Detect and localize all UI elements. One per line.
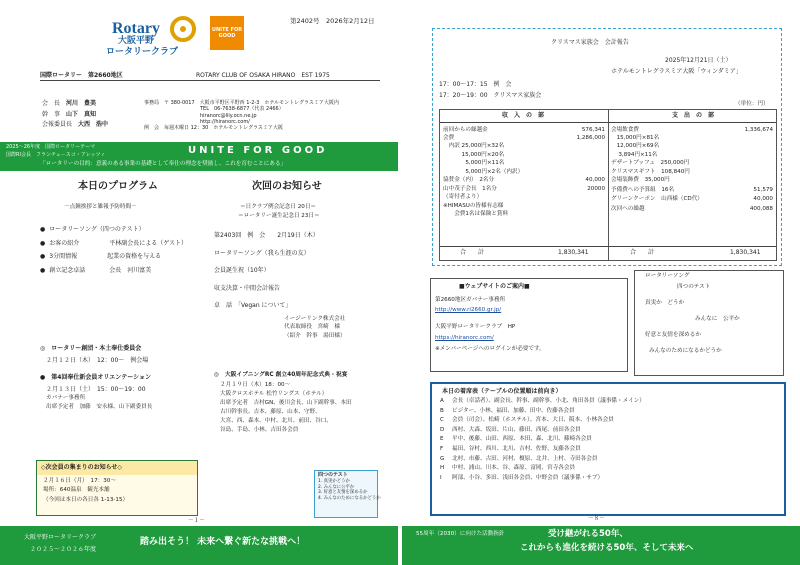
table-letter: I — [440, 474, 442, 481]
event-line: 大阪クロスホテル 松竹リングス（ホテル） — [220, 391, 328, 398]
row-label: （寄付者より） — [443, 194, 483, 201]
meeting-info: 例 会 毎週木曜日 12：30 ホテルモントレグラスミア大阪 — [144, 125, 283, 131]
row-label: 15,000円×20名 — [443, 151, 505, 158]
rotary-wheel-icon — [170, 16, 196, 42]
table-letter: A — [440, 398, 444, 405]
office-tel: TEL 06-7638-6877（代表 2466） — [200, 106, 284, 113]
theme-purpose: 「ロータリーの目的：意義のある事業の基礎として奉仕の理念を奨励し、これを育むことにある」 — [40, 161, 287, 167]
table-members: 西村、大森、坂田、片山、藤田、西尾、前田各会員 — [452, 426, 581, 433]
list-item: ● ロータリーソング（四つのテスト） — [40, 226, 187, 234]
notice-sub1: ＝日クラブ例会記念日 20日＝ — [240, 204, 317, 210]
seating-row — [440, 408, 784, 415]
seating-rows — [440, 398, 784, 482]
four-test-item: 1. 真実かどうか — [318, 479, 350, 485]
seating-row — [440, 398, 784, 405]
expense-head: 支 出 の 部 — [672, 112, 715, 119]
footer-year: ２０２５～２０２６年度 — [30, 546, 97, 553]
table-letter: C — [440, 417, 444, 424]
row-label: 協賛金（内） 2名分 — [443, 177, 495, 184]
row-label: 予備費への予算組 16名 — [611, 187, 675, 194]
notice-speech: 卓 話 「Vegan について」 — [214, 302, 292, 309]
event-line: 出席予定者 吉村GN、後川会長、山下副幹事、本田 — [220, 400, 352, 407]
footer-right — [402, 526, 800, 565]
footer-slogan: 踏み出そう！ 未来へ繋ぐ新たな挑戦へ！ — [140, 537, 306, 547]
income-total: 1,830,341 — [558, 249, 589, 256]
row-label: ※HIMASUの皆様有志様 — [443, 202, 504, 209]
row-amount: 576,341 — [581, 126, 605, 133]
xmas-time1: 17：00～17：15 例 会 — [439, 81, 512, 88]
income-row — [443, 127, 605, 134]
expense-row — [611, 127, 773, 134]
row-amount: 51,579 — [753, 187, 773, 194]
row-label: クリスマスギフト 108,840円 — [611, 168, 690, 175]
expense-total: 1,830,341 — [730, 249, 761, 256]
gathering-head: ◇次会員の集まりのお知らせ◇ — [37, 461, 197, 475]
gathering-box — [36, 460, 198, 516]
seating-box — [430, 382, 786, 516]
notice-sub2: ＝ロータリー誕生記念日 23日＝ — [238, 213, 320, 219]
event-head: ● 第4回奉仕新会員オリエンテーション — [40, 374, 152, 381]
expense-row — [611, 169, 773, 176]
table-members: 福田、谷村、西川、北川、吉村、佐野、友藤各会員 — [452, 445, 581, 452]
xmas-date: 2025年12月21日（土） — [665, 57, 732, 64]
divider — [40, 80, 380, 81]
event-line: 古川幹事長、吉本、藤原、山本、守野、 — [220, 409, 321, 416]
table-letter: H — [440, 465, 445, 472]
notice-report: 収支決算・中間会計報告 — [214, 284, 281, 292]
notice-song: ロータリーソング（我ら生涯の友） — [214, 249, 310, 257]
income-row — [443, 135, 605, 142]
unite-logo-text: UNITE FOR GOOD — [211, 27, 243, 39]
income-row — [443, 211, 605, 218]
row-label: 会費1名は保険と賞料 — [443, 211, 509, 218]
row-amount: 20000 — [587, 185, 605, 192]
theme-president: 国際RI会長 フランチェ－スコ・アレッツィ — [6, 152, 106, 158]
seating-row — [440, 475, 784, 482]
row-label: 山中茂子会長 1名分 — [443, 185, 497, 192]
expense-row — [611, 196, 773, 203]
website-note: ※メンバーページへのログインが必要です。 — [435, 346, 545, 353]
income-head: 収 入 の 部 — [502, 112, 545, 119]
rotary-wordmark: Rotary — [112, 20, 160, 37]
table-members: 会員（司会）、松崎（ホステル）、宮本、大日、阪本、小林各会員 — [452, 417, 614, 424]
event-head: ◎ 大阪イブニングRC 創立40周年記念式典・祝宴 — [214, 372, 348, 378]
footer-slogan-2: これからも進化を続ける50年、そして未来へ — [520, 543, 694, 553]
row-label: 5,000円×2名（内訳） — [443, 168, 524, 175]
expense-rows — [611, 125, 773, 214]
seating-row — [440, 417, 784, 424]
gathering-line: （今回は本日の各日各 1-13-15） — [43, 497, 129, 504]
income-total-label: 合 計 — [460, 249, 485, 256]
gathering-line: ２月１６日（月） 17：30～ — [43, 477, 116, 484]
program-subtitle: －点鐘挨拶と雑報予防時間－ — [64, 204, 137, 210]
event-line: 谷島、手島、小林、吉田各会員 — [220, 427, 299, 434]
website-link[interactable]: https://hiranorc.com/ — [435, 335, 494, 342]
theme-bar — [0, 142, 398, 171]
xmas-title: クリスマス家族会 会計報告 — [551, 39, 629, 46]
song-line: みんなに 公平か — [695, 315, 740, 322]
expense-row — [611, 143, 773, 150]
four-test-box — [314, 470, 381, 518]
office-url[interactable]: http://hiranorc.com/ — [200, 118, 250, 125]
table-members: ビジター、小林、福田、加藤、田中、佐藤各会員 — [452, 407, 575, 414]
list-item: ● お客の紹介 平林副会長による（ゲスト） — [40, 240, 187, 248]
song-head: ロータリーソング — [645, 273, 690, 279]
four-test-item: 4. みんなのためになるかどうか — [318, 495, 381, 501]
income-row — [443, 169, 605, 176]
event-line: ２月１９日（木）18：00～ — [220, 382, 291, 389]
accounts-table — [439, 109, 777, 261]
program-events — [40, 345, 152, 411]
website-line: 大阪平野ロータリークラブ HP — [435, 324, 516, 331]
seating-row — [440, 427, 784, 434]
theme-slogan: UNITE FOR GOOD — [188, 145, 328, 156]
event-line: カバナー事務所 — [46, 395, 86, 401]
event-line: 大宮、西、森本、中村、北川、前田、谷口、 — [220, 418, 332, 425]
expense-row — [611, 177, 773, 184]
seating-row — [440, 456, 784, 463]
officers-list — [42, 100, 108, 129]
song-line: みんなのためになるかどうか — [649, 347, 722, 354]
office-address: 事務局 〒 380-0017 大阪市平野区平野西 1-2-3 ホテルモントレグラスミア大阪内 — [144, 100, 339, 106]
row-label: 会費 — [443, 134, 455, 141]
row-label: 会場装飾費 35,000円 — [611, 177, 670, 184]
christmas-report — [432, 28, 782, 266]
row-amount: 400,088 — [749, 205, 773, 212]
left-page — [0, 0, 398, 565]
expense-row — [611, 160, 773, 167]
theme-year: 2025～26年度 国際ロータリーテーマ — [6, 144, 96, 150]
list-item: ● 3分間情報 起業の資格を与える — [40, 253, 187, 261]
table-members: 中村、浦山、川本、谷、森原、富岡、宮寺各会員 — [452, 465, 576, 472]
row-label: デザートブッフェ 250,000円 — [611, 160, 690, 167]
expense-row — [611, 206, 773, 213]
notice-title: 次回のお知らせ — [252, 181, 322, 192]
footer-left — [0, 526, 398, 565]
table-members: 会長（卓話者）、副会長、幹事、副幹事、小北、角田各員（議事係・メイン） — [452, 398, 645, 405]
program-list — [40, 220, 187, 280]
club-en: ROTARY CLUB OF OSAKA HIRANO EST 1975 — [196, 72, 330, 79]
notice-meeting: 第2403回 例 会 2月19日（木） — [214, 232, 319, 239]
table-letter: G — [440, 455, 445, 462]
income-row — [443, 152, 605, 159]
footer-note: 55周年（2030）に向けた活動指針 — [416, 531, 505, 537]
table-members: 平中、後藤、山田、西原、本田、森、北川、篠崎各会員 — [452, 436, 592, 443]
row-label: グリーンクーポン 山西様（CD代） — [611, 195, 703, 202]
issue-number: 第2402号 2026年2月12日 — [290, 17, 375, 25]
row-label: 内訳 25,000円×32名 — [443, 143, 505, 150]
table-letter: D — [440, 426, 445, 433]
table-letter: E — [440, 436, 444, 443]
page-number-left: －１－ — [188, 518, 205, 524]
event-line: 出席予定者 加藤 安永様、山下副委員長 — [46, 403, 153, 410]
table-divider — [440, 122, 776, 123]
district-line: 国際ロータリー 第2660地区 — [40, 72, 123, 79]
notice-birthday: 会員誕生祝（10年） — [214, 267, 270, 274]
row-amount: 1,336,674 — [744, 126, 773, 133]
office-email[interactable]: hiranorc@lily.ocn.ne.jp — [200, 112, 257, 119]
event-line: ２月１２日（木） 12：00～ 例会場 — [46, 356, 149, 364]
four-test-item: 3. 好意と友情を深めるか — [318, 490, 368, 496]
row-amount: 40,000 — [753, 195, 773, 202]
footer-club: 大阪平野ロータリークラブ — [24, 534, 97, 541]
income-row — [443, 160, 605, 167]
seating-row — [440, 465, 784, 472]
table-divider — [440, 246, 776, 247]
income-row — [443, 177, 605, 184]
table-divider — [608, 110, 609, 260]
rotary-logo — [112, 18, 160, 38]
website-line: 第2660地区ガバナー事務所 — [435, 296, 506, 303]
row-label: 15,000円×81名 — [611, 134, 660, 141]
xmas-place: ホテルモントレグラスミア大阪「ウィンダミア」 — [611, 68, 742, 75]
expense-total-label: 合 計 — [630, 249, 655, 256]
row-label: 前回からの繰越金 — [443, 126, 488, 133]
row-amount: 40,000 — [585, 177, 605, 184]
row-label: 12,000円×69名 — [611, 143, 660, 150]
expense-row — [611, 135, 773, 142]
unite-logo-icon — [210, 16, 244, 50]
song-sub: 四つのテスト — [677, 283, 711, 290]
notice-body — [214, 232, 346, 340]
song-line: 真実か どうか — [645, 299, 685, 306]
table-members: 北村、市藤、古田、河村、榎原、北井、上村、寺田各会員 — [452, 455, 598, 462]
event-line: ２月１３日（土） 15：00～19：00 — [46, 385, 146, 393]
row-label: 会場飲食費 — [611, 126, 639, 133]
income-row — [443, 186, 605, 193]
four-test-song — [634, 270, 784, 376]
row-label: 次回への繰越 — [611, 205, 645, 212]
officer-row: 会 長 河川 豊美 — [42, 100, 97, 107]
four-test-head: 四つのテスト — [318, 472, 348, 478]
page-number-right: －８－ — [588, 516, 605, 522]
seating-row — [440, 446, 784, 453]
officer-row: 会報委員長 大西 浩中 — [42, 121, 109, 128]
xmas-time2: 17：20～19：00 クリスマス家族会 — [439, 92, 542, 99]
income-rows — [443, 125, 605, 220]
program-title: 本日のプログラム — [78, 181, 158, 192]
notice-speaker3: （紹介 幹事 湯田様） — [284, 333, 346, 340]
row-label: 3,894円×11名 — [611, 151, 658, 158]
notice-speaker: イージーリンク株式会社 — [284, 315, 346, 322]
website-head: ■ウェブサイトのご案内■ — [459, 283, 530, 290]
office-info — [144, 100, 339, 131]
club-name-kana: ロータリークラブ — [106, 47, 179, 57]
income-row — [443, 194, 605, 201]
website-link[interactable]: http://www.ri2660.gr.jp/ — [435, 307, 502, 314]
income-row — [443, 143, 605, 150]
list-item: ● 創立記念卓話 会長 河川富美 — [40, 267, 187, 275]
notice-speaker2: 代表取締役 宮崎 様 — [284, 324, 340, 331]
table-letter: F — [440, 445, 444, 452]
expense-row — [611, 187, 773, 194]
row-amount: 1,286,000 — [576, 134, 605, 141]
officer-row: 幹 事 山下 真知 — [42, 110, 97, 118]
event-head: ◎ ロータリー創団・本土奉仕委員会 — [40, 345, 142, 352]
right-page — [402, 0, 800, 565]
four-test-item: 2. みんなに公平か — [318, 484, 355, 490]
footer-slogan-1: 受け継がれる50年、 — [548, 529, 628, 539]
xmas-unit: （単位：円） — [735, 101, 769, 107]
website-box — [430, 278, 628, 372]
table-letter: B — [440, 407, 444, 414]
expense-row — [611, 152, 773, 159]
notice-event — [214, 372, 352, 434]
gathering-line: 場所：640温泉 観光本舗 — [43, 487, 110, 494]
row-label: 5,000円×11名 — [443, 160, 505, 167]
song-line: 好意と友情を深めるか — [645, 331, 701, 338]
table-members: 阿部、小谷、多田、浅田各会員、中野会員（議事係・サブ） — [452, 474, 604, 481]
club-name: 大阪平野 — [118, 36, 155, 46]
seating-head: 本日の着席表（テーブルの位置順は前向き） — [442, 388, 562, 395]
income-row — [443, 203, 605, 210]
seating-row — [440, 436, 784, 443]
